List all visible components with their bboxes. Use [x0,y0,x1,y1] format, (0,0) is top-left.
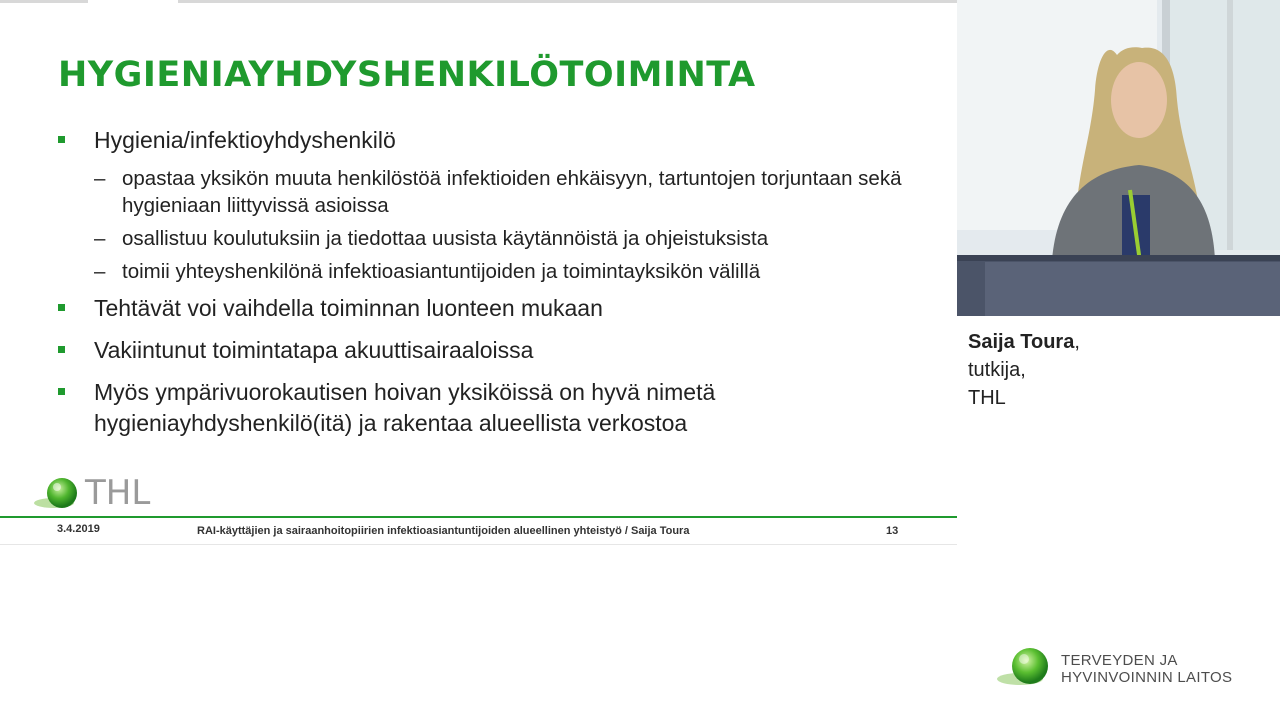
bullet-text: Myös ympärivuorokautisen hoivan yksiköissä on hyvä nimetä hygieniayhdyshenkilö(itä) ja rakentaa alueellista verkostoa [94,379,716,436]
dash-icon: – [94,227,106,250]
speaker-name: Saija Toura [968,331,1075,353]
bullet-text: Vakiintunut toimintatapa akuuttisairaaloissa [94,337,534,363]
bullet-square-icon [58,388,65,395]
sub-bullet-item [58,225,938,252]
sub-bullet-item [58,258,938,285]
footer-page-number: 13 [886,525,899,537]
bullet-item [58,293,938,324]
bullet-square-icon [58,304,65,311]
organization-logo-icon [996,646,1066,690]
bullet-square-icon [58,136,65,143]
bullet-item [58,377,938,439]
bullet-text: Hygienia/infektioyhdyshenkilö [94,127,396,153]
dash-icon: – [94,167,106,190]
speaker-role: tutkija, [968,359,1026,381]
dash-icon: – [94,260,106,283]
speaker-video [957,0,1280,316]
bullet-item [58,335,938,366]
slide-title: HYGIENIAYHDYSHENKILÖTOIMINTA [58,55,756,95]
org-name-line1: TERVEYDEN JA [1061,652,1178,669]
footer-divider [0,516,957,518]
sub-bullet-text: osallistuu koulutuksiin ja tiedottaa uusista käytännöistä ja ohjeistuksista [122,227,769,250]
presentation-slide [0,3,957,543]
sub-bullet-text: opastaa yksikön muuta henkilöstöä infektioiden ehkäisyyn, tartuntojen torjuntaan sekä hygieniaan liittyvissä asioissa [122,167,902,217]
sub-bullet-text: toimii yhteyshenkilönä infektioasiantuntijoiden ja toimintayksikön välillä [122,260,761,283]
sub-bullet-item [58,165,938,219]
org-name-line2: HYVINVOINNIN LAITOS [1061,669,1233,686]
footer-bottom-line [0,544,957,545]
bullet-text: Tehtävät voi vaihdella toiminnan luonteen mukaan [94,295,603,321]
bullet-square-icon [58,346,65,353]
speaker-org: THL [968,387,1006,409]
bullet-list [58,125,938,450]
bullet-item [58,125,938,156]
speaker-name-suffix: , [1074,331,1080,353]
speaker-info [968,328,1080,412]
footer-title: RAI-käyttäjien ja sairaanhoitopiirien infektioasiantuntijoiden alueellinen yhteistyö / Saija Toura [197,525,690,537]
thl-logo-text: THL [85,473,151,513]
speaker-video-frame [957,0,1280,316]
organization-name [1061,652,1232,686]
footer-date: 3.4.2019 [57,523,100,535]
